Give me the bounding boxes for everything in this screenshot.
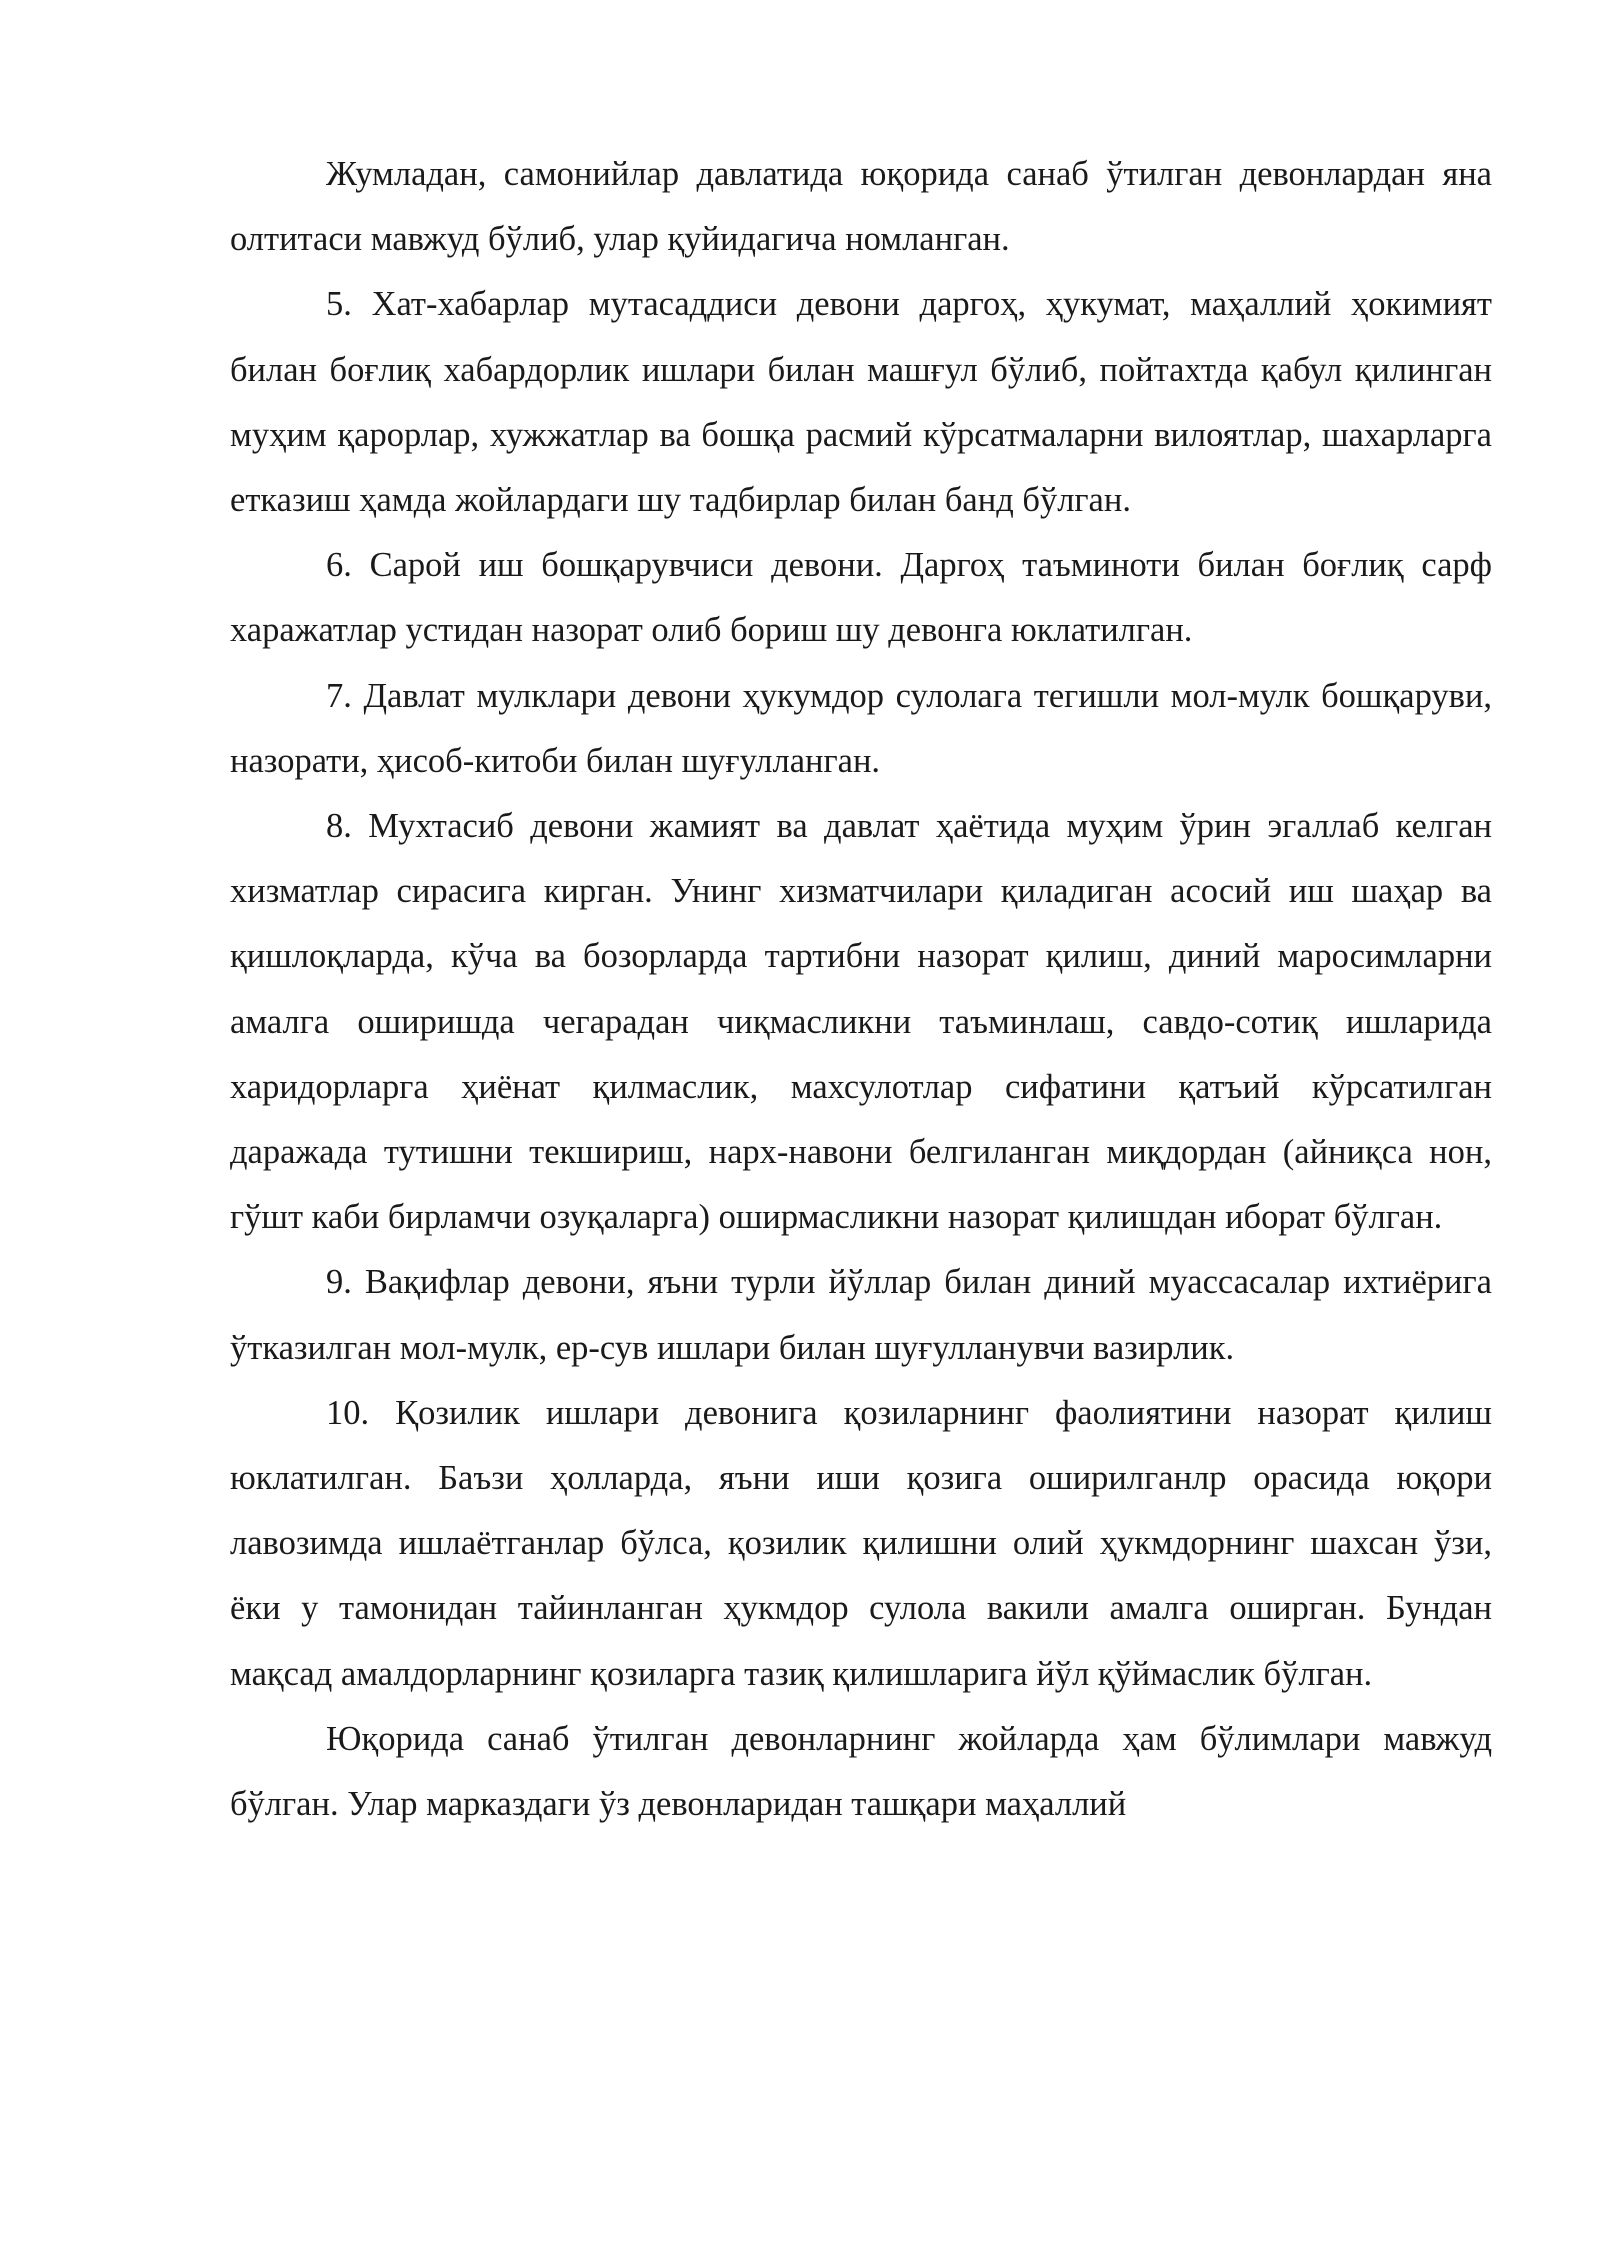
paragraph-item-5: 5. Хат-хабарлар мутасаддиси девони даргоҳ, ҳукумат, маҳаллий ҳокимият билан боғлиқ хабардорлик ишлари билан машғул бўлиб, пойтахтда қабул қилинган муҳим қарорлар, хужжатлар ва бошқа расмий кўрсатмаларни вилоятлар, шахарларга етказиш ҳамда жойлардаги шу тадбирлар билан банд бўлган.	[230, 285, 1492, 520]
paragraph-item-9: 9. Вақифлар девони, яъни турли йўллар билан диний муассасалар ихтиёрига ўтказилган мол-мулк, ер-сув ишлари билан шуғулланувчи вазирлик.	[230, 1263, 1492, 1367]
paragraph-item-6: 6. Сарой иш бошқарувчиси девони. Даргоҳ таъминоти билан боғлиқ сарф харажатлар устидан назорат олиб бориш шу девонга юклатилган.	[230, 546, 1492, 650]
document-body	[230, 142, 1492, 1837]
paragraph-item-8: 8. Мухтасиб девони жамият ва давлат ҳаётида муҳим ўрин эгаллаб келган хизматлар сирасига кирган. Унинг хизматчилари қиладиган асосий иш шаҳар ва қишлоқларда, кўча ва бозорларда тартибни назорат қилиш, диний маросимларни амалга оширишда чегарадан чиқмасликни таъминлаш, савдо-сотиқ ишларида харидорларга ҳиёнат қилмаслик, махсулотлар сифатини қатъий кўрсатилган даражада тутишни текшириш, нарх-навони белгиланган миқдордан (айниқса нон, гўшт каби бирламчи озуқаларга) оширмасликни назорат қилишдан иборат бўлган.	[230, 807, 1492, 1237]
paragraph-conclusion: Юқорида санаб ўтилган девонларнинг жойларда ҳам бўлимлари мавжуд бўлган. Улар марказдаги ўз девонларидан ташқари маҳаллий	[230, 1719, 1492, 1824]
paragraph-item-7: 7. Давлат мулклари девони ҳукумдор сулолага тегишли мол-мулк бошқаруви, назорати, ҳисоб-китоби билан шуғулланган.	[230, 676, 1492, 780]
paragraph-intro: Жумладан, самонийлар давлатида юқорида санаб ўтилган девонлардан яна олтитаси мавжуд бўлиб, улар қуйидагича номланган.	[230, 155, 1492, 259]
paragraph-item-10: 10. Қозилик ишлари девонига қозиларнинг фаолиятини назорат қилиш юклатилган. Баъзи ҳолларда, яъни иши қозига оширилганлр орасида юқори лавозимда ишлаётганлар бўлса, қозилик қилишни олий ҳукмдорнинг шахсан ўзи, ёки у тамонидан тайинланган ҳукмдор сулола вакили амалга оширган. Бундан мақсад амалдорларнинг қозиларга тазиқ қилишларига йўл қўймаслик бўлган.	[230, 1393, 1492, 1693]
